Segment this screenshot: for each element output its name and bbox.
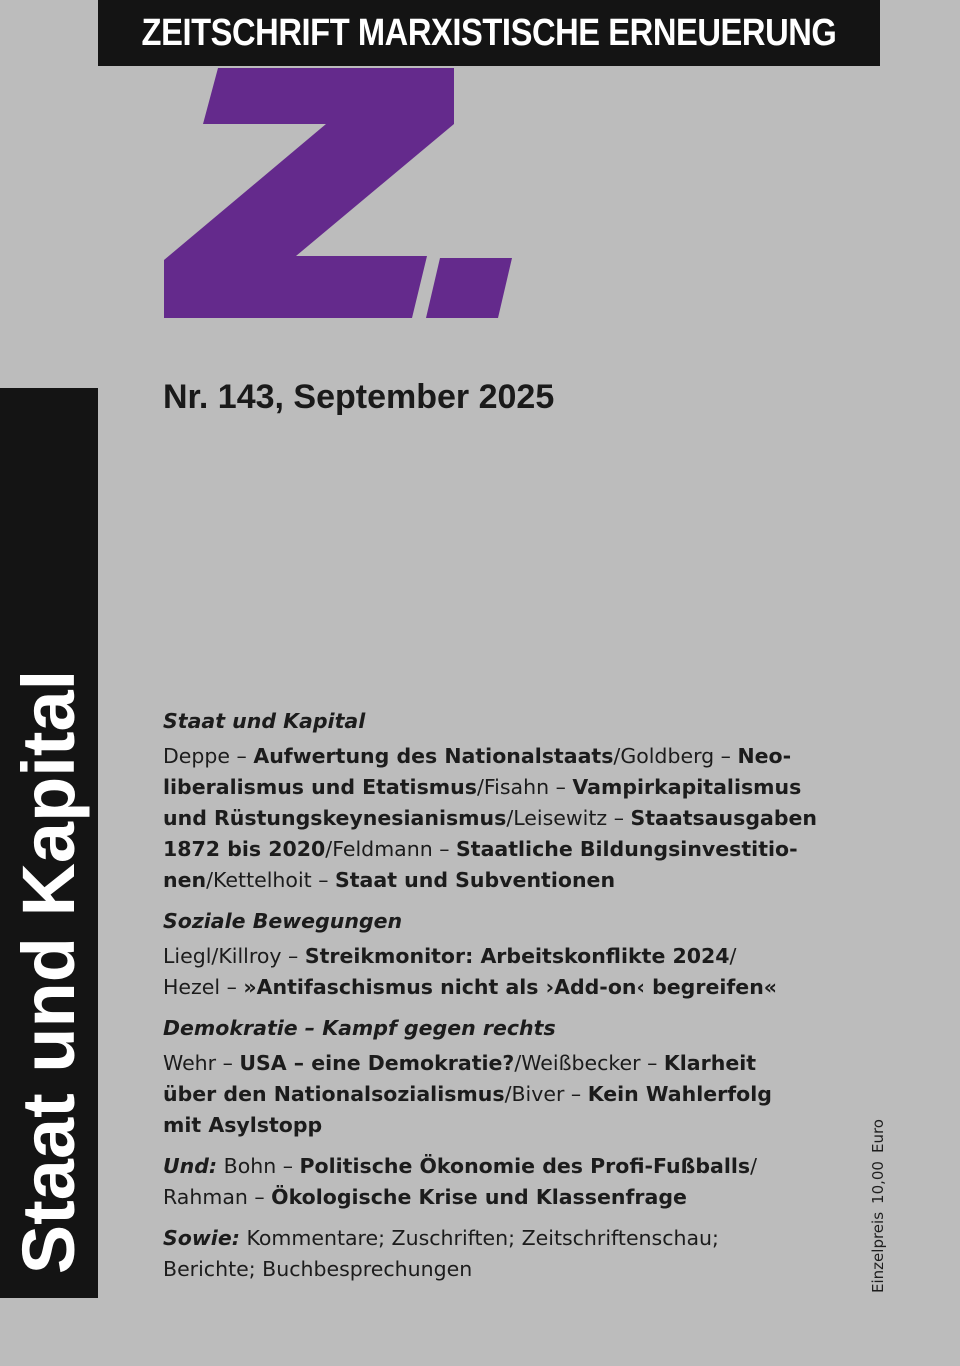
toc-line — [163, 1110, 863, 1141]
journal-header-bar — [98, 0, 880, 66]
article-title: liberalismus und Etatismus — [163, 775, 477, 799]
section-inline-title: Sowie: — [163, 1226, 240, 1250]
author-text: /Kettelhoit – — [206, 868, 335, 892]
toc-section — [163, 1151, 863, 1213]
toc-line — [163, 865, 863, 896]
toc-line — [163, 1048, 863, 1079]
author-text: / — [750, 1154, 758, 1178]
author-text: Liegl/Killroy – — [163, 944, 305, 968]
article-title: über den Nationalsozialismus — [163, 1082, 505, 1106]
article-title: Staat und Subventionen — [334, 868, 616, 892]
article-title: Aufwertung des Nationalstaats — [253, 744, 614, 768]
article-title: 1872 bis 2020 — [163, 837, 326, 861]
article-title: Neo- — [737, 744, 792, 768]
price-label-text: Einzelpreis — [869, 1211, 887, 1293]
section-body — [163, 741, 863, 896]
section-inline-title: Und: — [163, 1154, 218, 1178]
toc-line — [163, 972, 863, 1003]
article-title: Streikmonitor: Arbeitskonflikte 2024 — [304, 944, 730, 968]
toc-section — [163, 906, 863, 1003]
author-text: /Feldmann – — [325, 837, 456, 861]
table-of-contents — [163, 706, 863, 1295]
toc-line — [163, 1223, 863, 1254]
journal-name: ZEITSCHRIFT MARXISTISCHE ERNEUERUNG — [141, 11, 837, 54]
article-title: »Antifaschismus nicht als ›Add-on‹ begreifen« — [243, 975, 778, 999]
section-body — [163, 941, 863, 1003]
toc-line — [163, 1182, 863, 1213]
author-text: / — [729, 944, 737, 968]
article-title: nen — [163, 868, 207, 892]
article-title: Kein Wahlerfolg — [587, 1082, 772, 1106]
author-text: Wehr – — [163, 1051, 240, 1075]
toc-line — [163, 1079, 863, 1110]
author-text: Rahman – — [163, 1185, 272, 1209]
toc-line — [163, 803, 863, 834]
article-title: Vampirkapitalismus — [572, 775, 802, 799]
price-amount: 10,00 — [869, 1161, 887, 1204]
section-title: Staat und Kapital — [163, 709, 366, 733]
article-title: mit Asylstopp — [163, 1113, 323, 1137]
toc-section — [163, 1223, 863, 1285]
article-title: Staatliche Bildungsinvestitio- — [456, 837, 798, 861]
author-text: /Goldberg – — [613, 744, 738, 768]
z-logo — [160, 60, 520, 325]
article-title: und Rüstungskeynesianismus — [163, 806, 507, 830]
spine-title: Staat und Kapital — [7, 669, 90, 1275]
author-text: Bohn – — [217, 1154, 300, 1178]
section-body — [163, 1048, 863, 1141]
author-text: Berichte; Buchbesprechungen — [163, 1257, 473, 1281]
toc-line — [163, 834, 863, 865]
author-text: /Leisewitz – — [506, 806, 631, 830]
z-logo-letter — [164, 68, 454, 318]
author-text: Kommentare; Zuschriften; Zeitschriftenschau; — [239, 1226, 719, 1250]
article-title: USA – eine Demokratie? — [239, 1051, 515, 1075]
section-body — [163, 1223, 863, 1285]
toc-section — [163, 1013, 863, 1141]
article-title: Politische Ökonomie des Profi-Fußballs — [299, 1154, 751, 1178]
toc-line — [163, 1151, 863, 1182]
toc-line — [163, 772, 863, 803]
z-logo-dot — [426, 258, 512, 318]
toc-line — [163, 1254, 863, 1285]
author-text: Hezel – — [163, 975, 244, 999]
price-label — [869, 1119, 887, 1293]
article-title: Klarheit — [663, 1051, 757, 1075]
article-title: Ökologische Krise und Klassenfrage — [271, 1185, 687, 1209]
toc-line — [163, 941, 863, 972]
author-text: /Biver – — [504, 1082, 588, 1106]
section-body — [163, 1151, 863, 1213]
article-title: Staatsausgaben — [630, 806, 818, 830]
price-currency: Euro — [869, 1119, 887, 1154]
toc-section — [163, 706, 863, 896]
toc-line — [163, 741, 863, 772]
author-text: /Weißbecker – — [514, 1051, 664, 1075]
section-title: Demokratie – Kampf gegen rechts — [163, 1016, 556, 1040]
author-text: /Fisahn – — [476, 775, 573, 799]
issue-number-date: Nr. 143, September 2025 — [163, 378, 555, 416]
section-title: Soziale Bewegungen — [163, 909, 403, 933]
author-text: Deppe – — [163, 744, 254, 768]
